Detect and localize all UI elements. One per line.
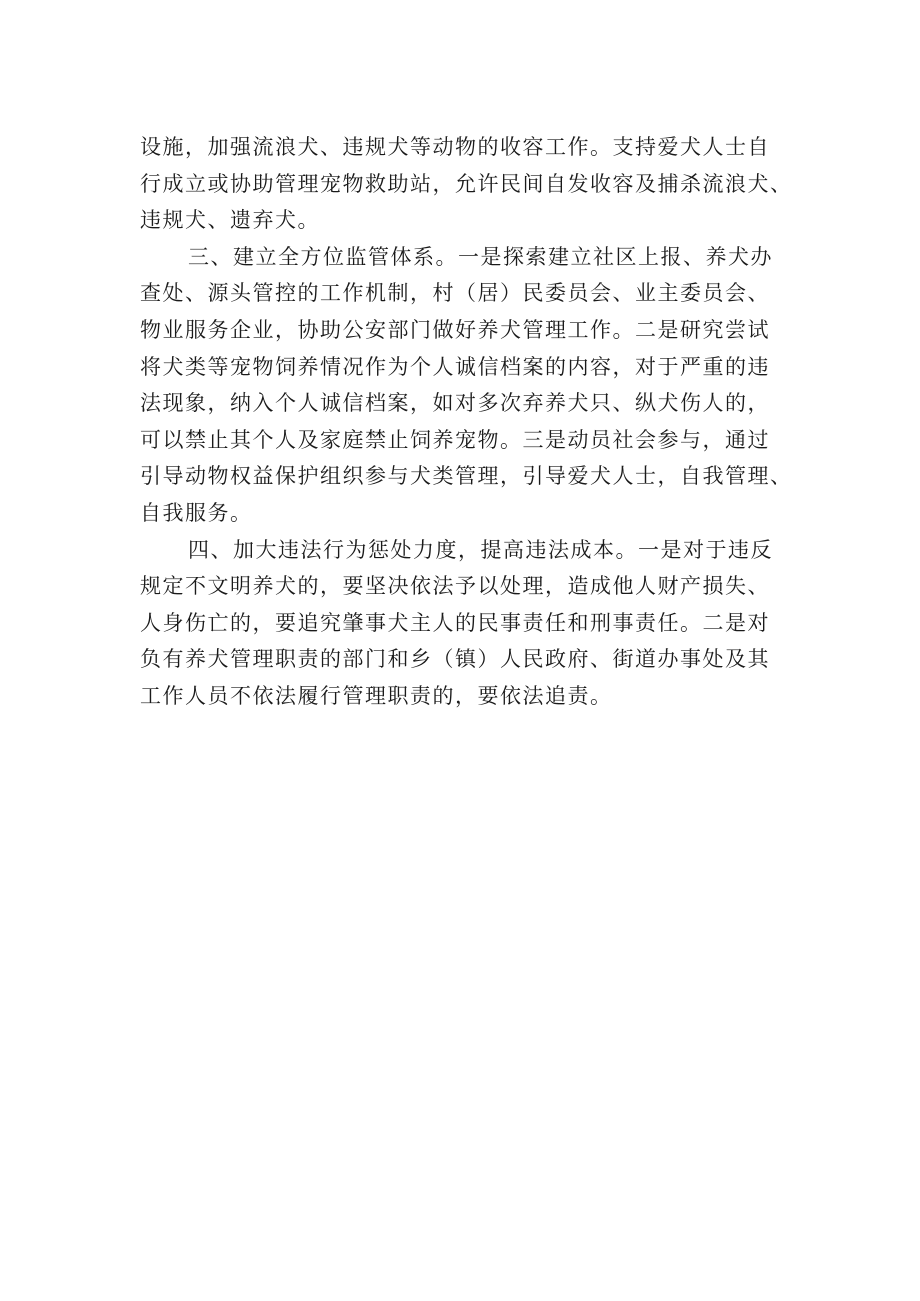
text-line: 设施，加强流浪犬、违规犬等动物的收容工作。支持爱犬人士自 bbox=[140, 135, 770, 159]
text-line: 查处、源头管控的工作机制，村（居）民委员会、业主委员会、 bbox=[140, 281, 770, 306]
text-line: 物业服务企业，协助公安部门做好养犬管理工作。二是研究尝试 bbox=[140, 317, 770, 342]
paragraph-section-three bbox=[140, 239, 820, 532]
text-line-first: 三、建立全方位监管体系。一是探索建立社区上报、养犬办 bbox=[188, 244, 773, 269]
text-line: 规定不文明养犬的，要坚决依法予以处理，造成他人财产损失、 bbox=[140, 574, 770, 599]
paragraph-continuation bbox=[140, 129, 820, 239]
paragraph-section-four bbox=[140, 532, 820, 715]
text-line: 工作人员不依法履行管理职责的，要依法追责。 bbox=[140, 683, 613, 708]
text-line: 引导动物权益保护组织参与犬类管理，引导爱犬人士，自我管理、 bbox=[140, 464, 793, 489]
text-line: 将犬类等宠物饲养情况作为个人诚信档案的内容，对于严重的违 bbox=[140, 354, 770, 379]
text-line: 人身伤亡的，要追究肇事犬主人的民事责任和刑事责任。二是对 bbox=[140, 610, 770, 635]
text-line: 可以禁止其个人及家庭禁止饲养宠物。三是动员社会参与，通过 bbox=[140, 427, 770, 452]
text-line: 违规犬、遗弃犬。 bbox=[140, 208, 320, 233]
text-line: 法现象，纳入个人诚信档案，如对多次弃养犬只、纵犬伤人的， bbox=[140, 391, 770, 416]
text-line: 负有养犬管理职责的部门和乡（镇）人民政府、街道办事处及其 bbox=[140, 647, 770, 672]
text-line: 行成立或协助管理宠物救助站，允许民间自发收容及捕杀流浪犬、 bbox=[140, 171, 793, 196]
text-line: 自我服务。 bbox=[140, 500, 253, 525]
text-line-first: 四、加大违法行为惩处力度，提高违法成本。一是对于违反 bbox=[188, 537, 773, 562]
document-body bbox=[140, 129, 820, 715]
